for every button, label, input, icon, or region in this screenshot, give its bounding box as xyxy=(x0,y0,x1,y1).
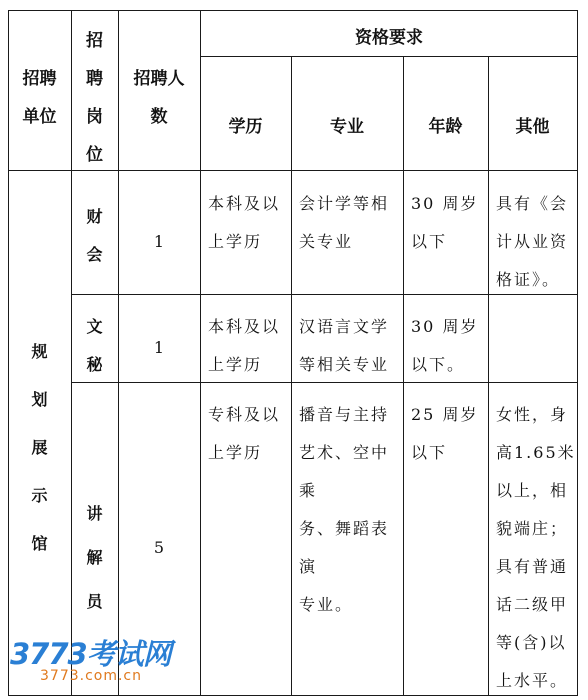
row2-education: 本科及以 上学历 xyxy=(208,317,281,374)
border-top xyxy=(8,10,578,11)
row1-age: 30 周岁 以下 xyxy=(411,194,479,251)
border-bottom xyxy=(8,695,578,696)
recruitment-table xyxy=(8,10,578,696)
row2-major: 汉语言文学 等相关专业 xyxy=(299,317,390,374)
header-unit: 招聘 单位 xyxy=(22,69,57,127)
row1-count: 1 xyxy=(153,232,165,251)
header-requirements: 资格要求 xyxy=(355,28,423,48)
watermark-main-text: 3773考试网 xyxy=(10,637,171,671)
row1-post: 财 会 xyxy=(86,207,103,264)
row2-age: 30 周岁 以下。 xyxy=(411,317,479,374)
row3-major: 播音与主持 艺术、空中乘 务、舞蹈表演 专业。 xyxy=(299,405,390,614)
row3-post: 讲 解 员 xyxy=(86,504,103,611)
row1-other: 具有《会 计从业资 格证》。 xyxy=(496,194,569,289)
row2-count: 1 xyxy=(153,338,165,357)
row3-age: 25 周岁 以下 xyxy=(411,405,479,462)
row1-major: 会计学等相 关专业 xyxy=(299,194,390,251)
row2-post: 文 秘 xyxy=(86,317,103,374)
header-post: 招 聘 岗 位 xyxy=(86,31,103,165)
header-other: 其他 xyxy=(515,117,550,137)
row3-other: 女性，身 高1.65米 以上，相 貌端庄； 具有普通 话二级甲 等(含)以 上水平。 xyxy=(496,405,576,690)
header-major: 专业 xyxy=(330,117,364,137)
watermark-logo xyxy=(10,632,180,692)
row1-education: 本科及以 上学历 xyxy=(208,194,281,251)
col-line-5 xyxy=(403,56,404,696)
row3-count: 5 xyxy=(153,538,165,557)
row3-education: 专科及以 上学历 xyxy=(208,405,281,462)
divider-req xyxy=(200,56,578,57)
header-count: 招聘人 数 xyxy=(133,69,185,127)
unit-name: 规 划 展 示 馆 xyxy=(31,342,48,553)
header-education: 学历 xyxy=(228,117,263,137)
watermark-url-text: 3773.com.cn xyxy=(40,668,142,684)
header-age: 年龄 xyxy=(428,117,463,137)
